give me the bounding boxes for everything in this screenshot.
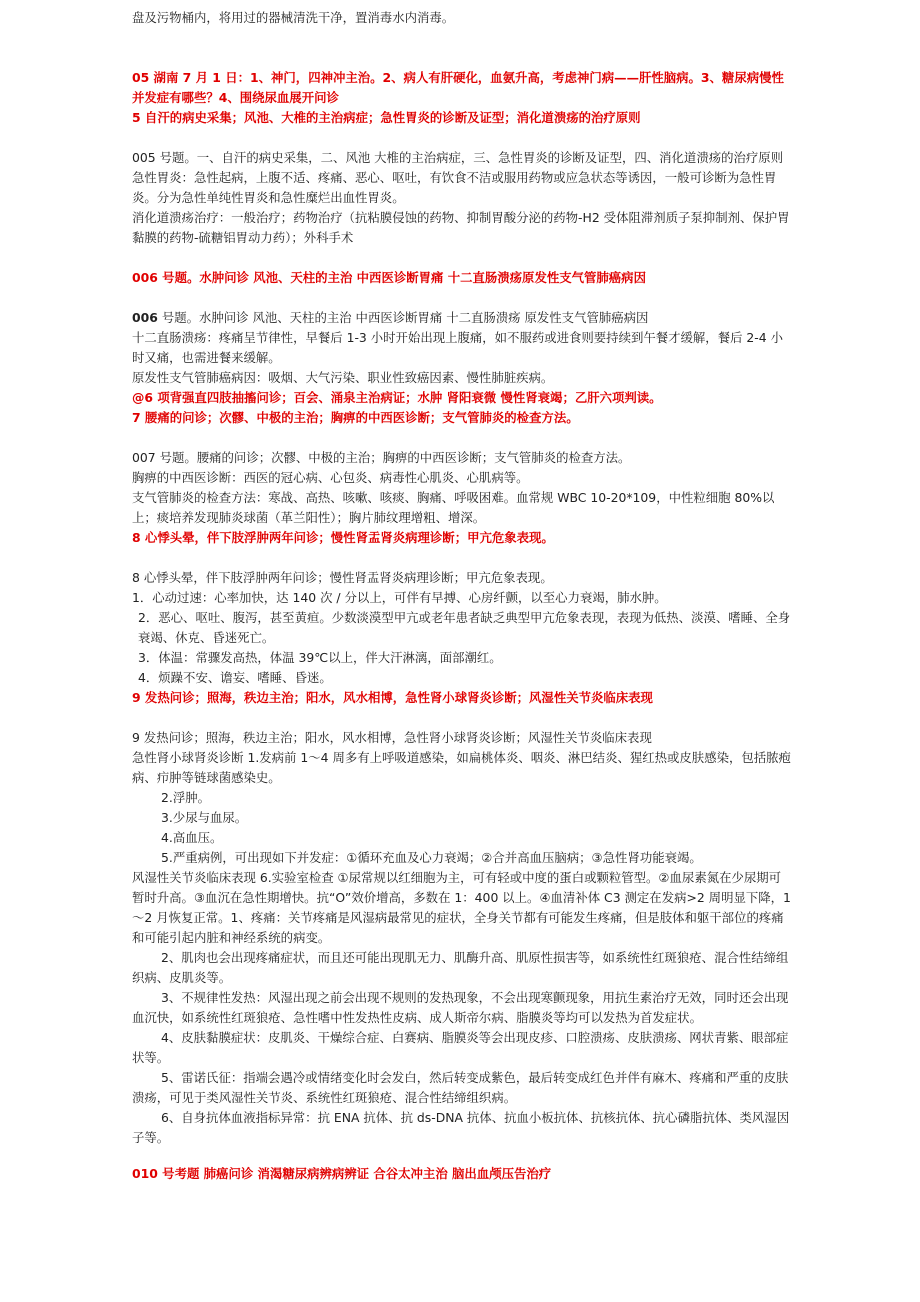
heading-8: 8 心悸头晕，伴下肢浮肿两年问诊；慢性肾盂肾炎病理诊断；甲亢危象表现。: [132, 530, 554, 545]
heading-9: 9 发热问诊；照海，秩边主治；阳水，风水相博，急性肾小球肾炎诊断；风湿性关节炎临床表现: [132, 690, 653, 705]
paragraph-9-oliguria: 3.少尿与血尿。: [161, 810, 248, 825]
paragraph-005-intro: 005 号题。一、自汗的病史采集，二、风池 大椎的主治病症，三、急性胃炎的诊断及证型，四、消化道溃疡的治疗原则: [132, 150, 784, 165]
paragraph-007-chest: 胸痹的中西医诊断：西医的冠心病、心包炎、病毒性心肌炎、心肌病等。: [132, 470, 529, 485]
paragraph-006-intro: [132, 308, 792, 328]
paragraph-9-rheumatism-lab: 风湿性关节炎临床表现 6.实验室检查 ①尿常规以红细胞为主，可有轻或中度的蛋白或颗粒管型。②血尿素氮在少尿期可暂时升高。③血沉在急性期增快。抗“O”效价增高，多数在 1：400 以上。④血清补体 C3 测定在发病>2 周明显下降，1～2 月恢复正常。1、疼痛：关节疼痛是风湿病最常见的症状，全身关节都有可能发生疼痛，但是肢体和躯干部位的疼痛和可能引起内脏和神经系统的病变。: [132, 870, 791, 945]
paragraph-006-lung-cancer: 原发性支气管肺癌病因：吸烟、大气污染、职业性致癌因素、慢性肺脏疾病。: [132, 370, 554, 385]
paragraph-007-pneumonia: 支气管肺炎的检查方法：寒战、高热、咳嗽、咳痰、胸痛、呼吸困难。血常规 WBC 10-20*109，中性粒细胞 80%以上；痰培养发现肺炎球菌（革兰阳性）；胸片肺纹理增粗、增深。: [132, 490, 775, 525]
paragraph-9-complications: 5.严重病例，可出现如下并发症：①循环充血及心力衰竭；②合并高血压脑病；③急性肾功能衰竭。: [161, 850, 702, 865]
paragraph-9-raynaud: 5、雷诺氏征：指端会遇冷或情绪变化时会发白，然后转变成紫色，最后转变成红色并伴有麻木、疼痛和严重的皮肤溃疡，可见于类风湿性关节炎、系统性红斑狼疮、混合性结缔组织病。: [132, 1070, 789, 1105]
paragraph-8-item-4: 4．烦躁不安、谵妄、嗜睡、昏迷。: [138, 670, 332, 685]
paragraph-8-item-1: 1．心动过速：心率加快，达 140 次 / 分以上，可伴有早搏、心房纤颤，以至心力衰竭，肺水肿。: [132, 590, 667, 605]
paragraph-005-gastritis: 急性胃炎：急性起病，上腹不适、疼痛、恶心、呕吐，有饮食不洁或服用药物或应急状态等诱因，一般可诊断为急性胃炎。分为急性单纯性胃炎和急性糜烂出血性胃炎。: [132, 170, 777, 205]
paragraph-8-item-2: 2．恶心、呕吐、腹泻，甚至黄疸。少数淡漠型甲亢或老年患者缺乏典型甲亢危象表现，表现为低热、淡漠、嗜睡、全身衰竭、休克、昏迷死亡。: [138, 610, 791, 645]
paragraph-9-edema: 2.浮肿。: [161, 790, 210, 805]
paragraph-006-ulcer: 十二直肠溃疡：疼痛呈节律性，早餐后 1-3 小时开始出现上腹痛，如不服药或进食则要持续到午餐才缓解，餐后 2-4 小时又痛，也需进餐来缓解。: [132, 330, 783, 365]
paragraph-9-nephritis: 急性肾小球肾炎诊断 1.发病前 1～4 周多有上呼吸道感染，如扁桃体炎、咽炎、淋巴结炎、猩红热或皮肤感染，包括脓疱病、疖肿等链球菌感染史。: [132, 750, 791, 785]
paragraph-9-fever: 3、不规律性发热：风湿出现之前会出现不规则的发热现象，不会出现寒颤现象，用抗生素治疗无效，同时还会出现血沉快，如系统性红斑狼疮、急性嗜中性发热性皮病、成人斯帝尔病、脂膜炎等均可以发热为首发症状。: [132, 990, 789, 1025]
document-page: [132, 8, 792, 1184]
paragraph-007-intro: 007 号题。腰痛的问诊；次髎、中极的主治；胸痹的中西医诊断；支气管肺炎的检查方法。: [132, 450, 631, 465]
heading-7: 7 腰痛的问诊；次髎、中极的主治；胸痹的中西医诊断；支气管肺炎的检查方法。: [132, 410, 579, 425]
paragraph-9-antibodies: 6、自身抗体血液指标异常：抗 ENA 抗体、抗 ds-DNA 抗体、抗血小板抗体、抗核抗体、抗心磷脂抗体、类风湿因子等。: [132, 1110, 790, 1145]
paragraph-top: 盘及污物桶内，将用过的器械清洗干净，置消毒水内消毒。: [132, 10, 455, 25]
heading-6: @6 项背强直四肢抽搐问诊；百会、涌泉主治病证；水肿 肾阳衰微 慢性肾衰竭；乙肝六项判读。: [132, 390, 662, 405]
paragraph-8-intro: 8 心悸头晕，伴下肢浮肿两年问诊；慢性肾盂肾炎病理诊断；甲亢危象表现。: [132, 570, 553, 585]
paragraph-006-intro-text: 号题。水肿问诊 风池、天柱的主治 中西医诊断胃痛 十二直肠溃疡 原发性支气管肺癌病因: [157, 310, 649, 325]
heading-05-hunan: 05 湖南 7 月 1 日：1、神门，四神冲主治。2、病人有肝硬化，血氨升高，考虑神门病——肝性脑病。3、糖尿病慢性并发症有哪些？4、围绕尿血展开问诊: [132, 70, 784, 105]
paragraph-9-muscle: 2、肌肉也会出现疼痛症状，而且还可能出现肌无力、肌酶升高、肌原性损害等，如系统性红斑狼疮、混合性结缔组织病、皮肌炎等。: [132, 950, 789, 985]
paragraph-006-number: 006: [132, 310, 158, 325]
heading-5-topics: 5 自汗的病史采集；风池、大椎的主治病症；急性胃炎的诊断及证型；消化道溃疡的治疗原则: [132, 110, 641, 125]
heading-010: 010 号考题 肺癌问诊 消渴糖尿病辨病辨证 合谷太冲主治 脑出血颅压告治疗: [132, 1166, 552, 1181]
paragraph-005-ulcer: 消化道溃疡治疗：一般治疗；药物治疗（抗粘膜侵蚀的药物、抑制胃酸分泌的药物-H2 受体阻滞剂质子泵抑制剂、保护胃黏膜的药物-硫糖铝胃动力药）；外科手术: [132, 210, 790, 245]
paragraph-9-skin: 4、皮肤黏膜症状：皮肌炎、干燥综合症、白赛病、脂膜炎等会出现皮疹、口腔溃疡、皮肤溃疡、网状青紫、眼部症状等。: [132, 1030, 789, 1065]
paragraph-9-intro: 9 发热问诊；照海，秩边主治；阳水，风水相博，急性肾小球肾炎诊断；风湿性关节炎临床表现: [132, 730, 652, 745]
heading-006: 006 号题。水肿问诊 风池、天柱的主治 中西医诊断胃痛 十二直肠溃疡原发性支气管肺癌病因: [132, 270, 646, 285]
paragraph-9-hypertension: 4.高血压。: [161, 830, 223, 845]
paragraph-8-item-3: 3．体温：常骤发高热，体温 39℃以上，伴大汗淋漓，面部潮红。: [138, 650, 502, 665]
